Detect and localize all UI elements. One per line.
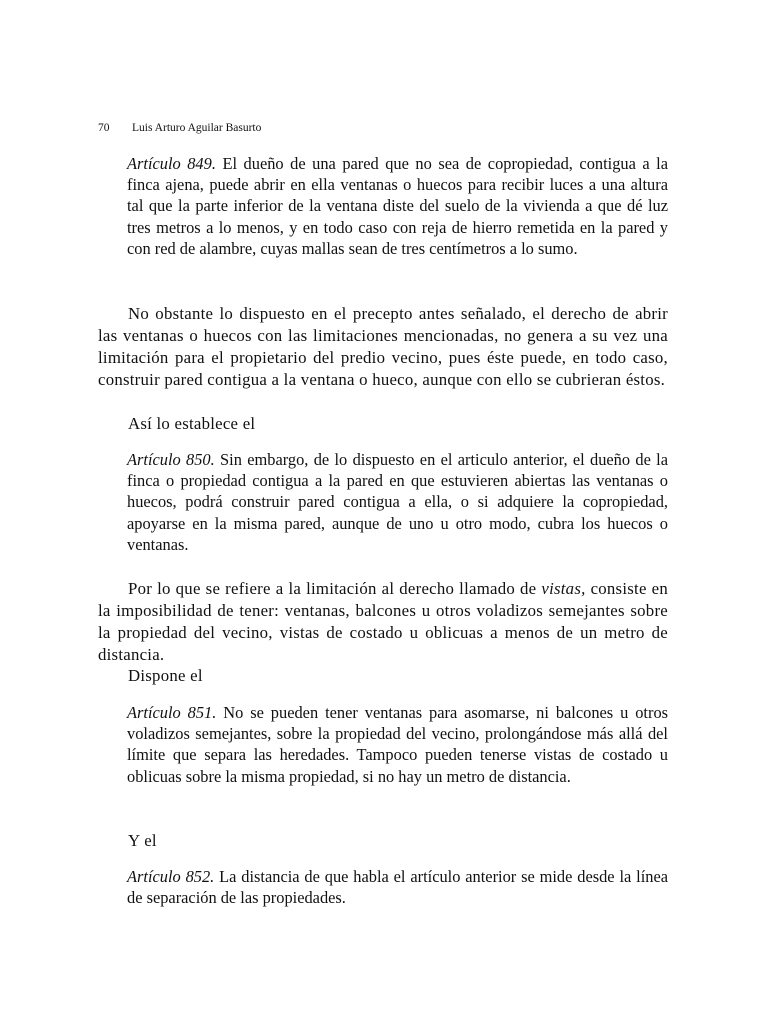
lead-in-y-el: Y el: [128, 831, 157, 850]
article-849-ref: Artículo 849.: [127, 154, 216, 173]
paragraph-views-emphasis: vistas,: [541, 579, 586, 598]
lead-in-dispone: Dispone el: [128, 666, 203, 685]
article-849-text: El dueño de una pared que no sea de copropiedad, contigua a la finca ajena, puede abrir en ella ventanas o huecos para recibir luces a una altura tal que la parte inferior de la ventana diste del suelo de la vivienda a que dé luz tres metros a lo menos, y en todo caso con reja de hierro remetida en la pared y con red de alambre, cuyas mallas sean de tres centímetros a lo sumo.: [127, 154, 669, 258]
paragraph-views-text-before: Por lo que se refiere a la limitación al derecho llamado de: [128, 579, 542, 598]
running-head: [98, 121, 261, 135]
article-852-text: La distancia de que habla el artículo anterior se mide desde la línea de separación de las propiedades.: [127, 867, 669, 908]
article-852-ref: Artículo 852.: [127, 867, 215, 886]
article-851-text: No se pueden tener ventanas para asomarse, ni balcones u otros voladizos semejantes, sobre la propiedad del vecino, prolongándose más allá del límite que separa las heredades. Tampoco pueden tenerse vistas de costado u oblicuas sobre la misma propiedad, si no hay un metro de distancia.: [127, 703, 669, 786]
quote-article-851: [127, 702, 668, 787]
lead-in-establece: Así lo establece el: [128, 414, 256, 433]
article-850-ref: Artículo 850.: [127, 450, 215, 469]
page-number: 70: [98, 122, 110, 134]
paragraph-party-wall: [98, 303, 668, 391]
quote-article-849: [127, 153, 668, 259]
article-850-text: Sin embargo, de lo dispuesto en el articulo anterior, el dueño de la finca o propiedad contigua a la pared en que estuvieren abiertas las ventanas o huecos, podrá construir pared contigua a ella, o si adquiere la copropiedad, apoyarse en la misma pared, aunque de uno u otro modo, cubra los huecos o ventanas.: [127, 450, 669, 554]
quote-article-852: [127, 866, 668, 908]
article-851-ref: Artículo 851.: [127, 703, 217, 722]
quote-article-850: [127, 449, 668, 555]
paragraph-views: [98, 578, 668, 666]
running-head-author: Luis Arturo Aguilar Basurto: [132, 122, 262, 134]
paragraph-party-wall-text: No obstante lo dispuesto en el precepto antes señalado, el derecho de abrir las ventanas o huecos con las limitaciones mencionadas, no genera a su vez una limitación para el propietario del predio vecino, pues éste puede, en todo caso, construir pared contigua a la ventana o hueco, aunque con ello se cubrieran éstos.: [98, 304, 668, 389]
paragraph-views-text-after: consiste en la imposibilidad de tener: ventanas, balcones u otros voladizos semejantes sobre la propiedad del vecino, vistas de costado u oblicuas a menos de un metro de distancia.: [98, 579, 669, 664]
